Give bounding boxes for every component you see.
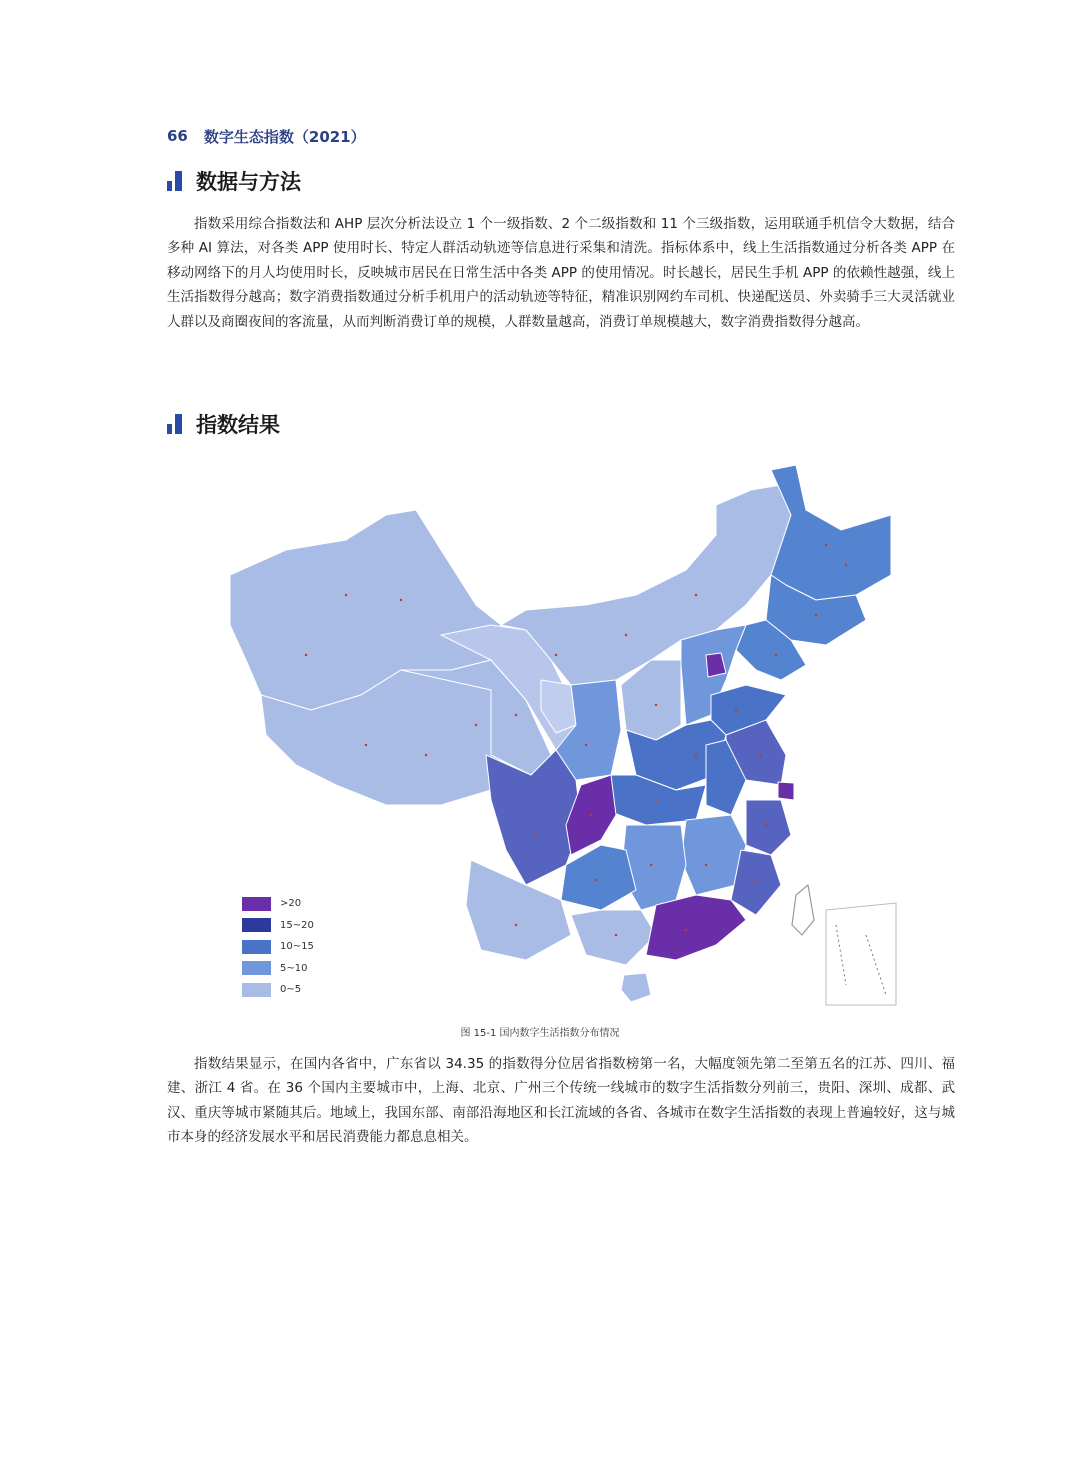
methods-heading: 数据与方法 xyxy=(196,170,301,194)
legend-label: >20 xyxy=(280,898,302,910)
region-guangdong xyxy=(646,895,746,960)
south-china-sea-inset xyxy=(826,903,896,1005)
section-heading-results xyxy=(167,409,280,439)
region-shanghai xyxy=(778,782,794,800)
page-header xyxy=(167,124,366,148)
page-number: 66 xyxy=(167,127,188,145)
legend-item xyxy=(242,936,314,958)
heading-bar-icon xyxy=(167,414,182,434)
legend-swatch xyxy=(242,897,271,911)
section-heading-methods xyxy=(167,166,301,196)
region-yunnan xyxy=(466,860,571,960)
legend-swatch xyxy=(242,983,271,997)
legend-item xyxy=(242,915,314,937)
legend-label: 10~15 xyxy=(280,941,314,953)
results-heading: 指数结果 xyxy=(196,413,280,437)
results-paragraph: 指数结果显示，在国内各省中，广东省以 34.35 的指数得分位居省指数榜第一名，大幅度领先第二至第五名的江苏、四川、福建、浙江 4 省。在 36 个国内主要城市中，上海、北京、广州三个传统一线城市的数字生活指数分列前三，贵阳、深圳、成都、武汉、重庆等城市紧随其后。地域上，我国东部、南部沿海地区和长江流域的各省、各城市在数字生活指数的表现上普遍较好，这与城市本身的经济发展水平和居民消费能力都息息相关。 xyxy=(167,1056,955,1146)
region-zhejiang xyxy=(746,800,791,855)
region-hainan xyxy=(621,973,651,1002)
legend-item xyxy=(242,958,314,980)
region-guangxi xyxy=(571,910,656,965)
legend-item xyxy=(242,979,314,1001)
map-legend xyxy=(242,893,314,1001)
legend-swatch xyxy=(242,918,271,932)
figure-caption: 图 15-1 国内数字生活指数分布情况 xyxy=(460,1028,620,1039)
legend-swatch xyxy=(242,940,271,954)
report-title: 数字生态指数（2021） xyxy=(203,127,366,146)
heading-bar-icon xyxy=(167,171,182,191)
legend-label: 5~10 xyxy=(280,962,308,974)
region-heilongjiang xyxy=(771,465,891,600)
legend-item xyxy=(242,893,314,915)
china-index-map xyxy=(226,455,906,1010)
legend-label: 15~20 xyxy=(280,919,314,931)
region-taiwan xyxy=(792,885,814,935)
legend-swatch xyxy=(242,961,271,975)
legend-label: 0~5 xyxy=(280,984,302,996)
methods-paragraph: 指数采用综合指数法和 AHP 层次分析法设立 1 个一级指数、2 个二级指数和 11 个三级指数，运用联通手机信令大数据，结合多种 AI 算法，对各类 APP 使用时长、特定人群活动轨迹等信息进行采集和清洗。指标体系中，线上生活指数通过分析各类 APP 在移动网络下的月人均使用时长，反映城市居民在日常生活中各类 APP 的使用情况。时长越长，居民生手机 APP 的依赖性越强，线上生活指数得分越高；数字消费指数通过分析手机用户的活动轨迹等特征，精准识别网约车司机、快递配送员、外卖骑手三大灵活就业人群以及商圈夜间的客流量，从而判断消费订单的规模，人群数量越高，消费订单规模越大，数字消费指数得分越高。 xyxy=(167,216,955,330)
